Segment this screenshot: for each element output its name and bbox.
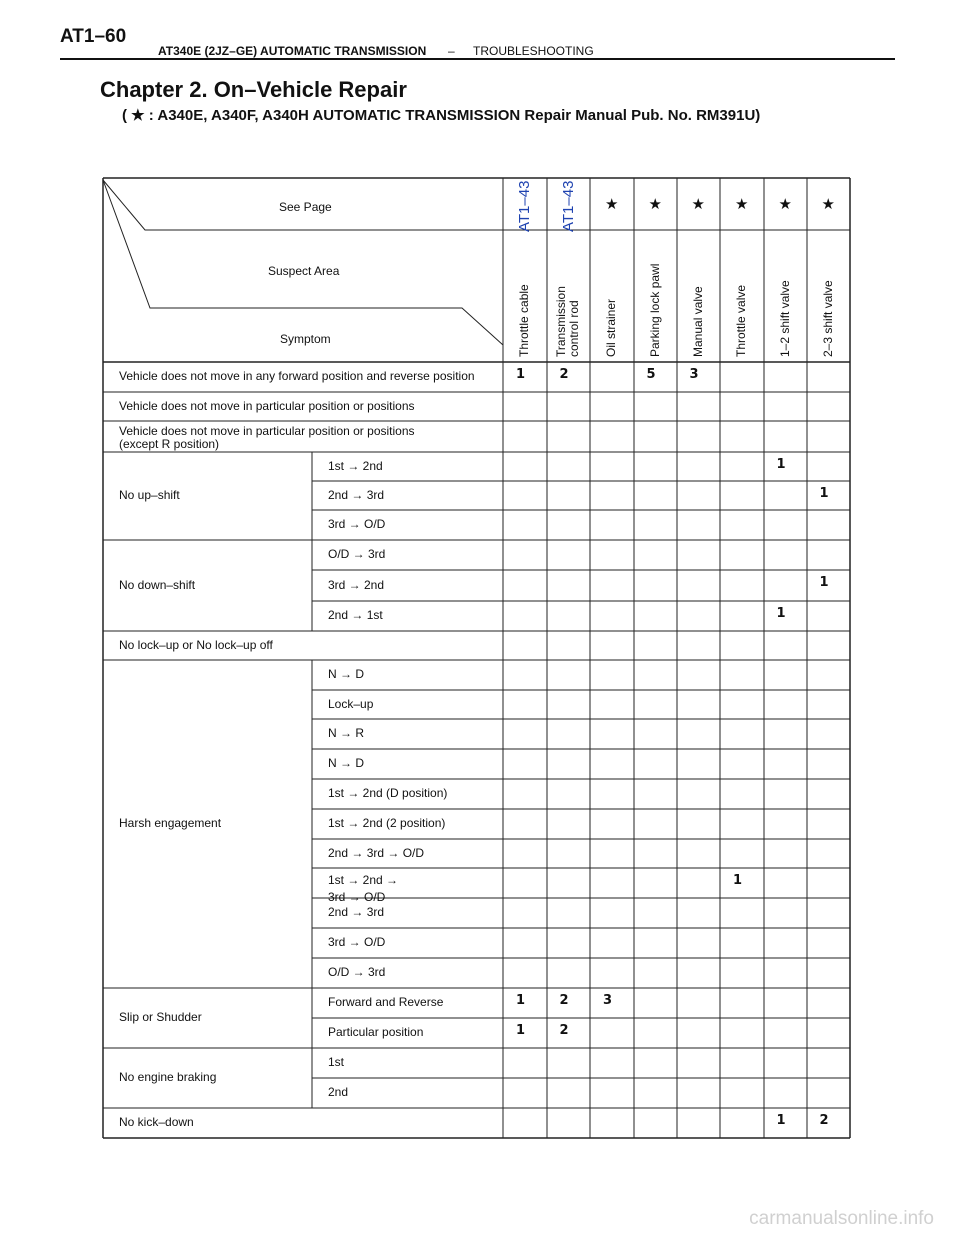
priority-mark: 1: [733, 873, 743, 888]
subsymptom-row-label: Forward and Reverse: [328, 995, 444, 1009]
column-header-text: Throttle valve: [734, 284, 748, 357]
see-page-star: ★: [821, 196, 835, 213]
column-header-3: [605, 299, 618, 357]
see-page-star: ★: [605, 196, 619, 213]
column-header-1: [518, 284, 531, 357]
symptom-row-label: Vehicle does not move in particular position or positions (except R position): [119, 424, 415, 451]
subsymptom-row-label: Particular position: [328, 1025, 424, 1039]
symptom-row-label: No engine braking: [119, 1070, 217, 1084]
column-header-text: 1–2 shift valve: [777, 280, 792, 357]
symptom-row-label: No down–shift: [119, 577, 196, 592]
subsymptom-row-label: 2nd → 3rd: [328, 905, 385, 919]
see-page-star: ★: [778, 196, 792, 213]
priority-mark: 1: [776, 457, 786, 472]
subsymptom-row-label: O/D → 3rd: [328, 547, 386, 561]
column-header-text: Throttle cable: [517, 284, 531, 357]
subsymptom-row-label: N → R: [328, 726, 364, 740]
suspect-area-label: Suspect Area: [268, 264, 340, 278]
see-page-star: ★: [691, 196, 705, 213]
priority-mark: 1: [516, 993, 526, 1008]
see-page-star: ★: [735, 196, 749, 213]
subsymptom-row-label: 3rd → O/D: [328, 517, 386, 531]
subsymptom-row-label: 2nd: [328, 1085, 349, 1099]
see-page-reference: AT1–43: [559, 180, 577, 232]
column-header-2: [555, 286, 581, 357]
priority-mark: 1: [819, 575, 829, 590]
column-header-text: Parking lock pawl: [647, 263, 662, 357]
symptom-label: Symptom: [280, 332, 331, 346]
priority-mark: 1: [776, 1113, 786, 1128]
column-header-text: 2–3 shift valve: [820, 280, 835, 357]
column-header-text: Transmission: [553, 286, 568, 357]
document-title: AT340E (2JZ–GE) AUTOMATIC TRANSMISSION: [158, 44, 427, 58]
symptom-row-label: Vehicle does not move in any forward position and reverse position: [119, 369, 475, 383]
subsymptom-row-label: N → D: [328, 667, 364, 681]
column-header-text: control rod: [566, 300, 581, 357]
priority-mark: 2: [819, 1113, 829, 1128]
subsymptom-row-label: 1st → 2nd (2 position): [328, 816, 446, 830]
subsymptom-row-label: 3rd → 2nd: [328, 577, 385, 592]
subsymptom-row-label: N → D: [328, 756, 364, 770]
priority-mark: 1: [516, 367, 526, 382]
header-separator: –: [448, 44, 455, 58]
subsymptom-row-label: 2nd → 3rd → O/D: [328, 845, 425, 860]
column-header-8: [822, 280, 835, 357]
subsymptom-row-label: 1st: [328, 1055, 345, 1069]
see-page-reference: AT1–43: [516, 180, 533, 232]
subsymptom-row-label: O/D → 3rd: [328, 965, 386, 979]
watermark: carmanualsonline.info: [749, 1208, 934, 1229]
subsymptom-row-label: 1st → 2nd (D position): [328, 786, 448, 800]
column-header-4: [649, 264, 662, 357]
priority-mark: 5: [646, 367, 656, 382]
subsymptom-row-label: Lock–up: [328, 696, 374, 711]
priority-mark: 3: [603, 993, 613, 1008]
chapter-title: Chapter 2. On–Vehicle Repair: [100, 77, 407, 102]
symptom-row-label: No lock–up or No lock–up off: [119, 637, 273, 652]
subsymptom-row-label: 1st → 2nd: [328, 458, 383, 473]
symptom-row-label: No kick–down: [119, 1115, 194, 1129]
priority-mark: 2: [559, 1023, 569, 1038]
subsymptom-row-label: 3rd → O/D: [328, 935, 386, 949]
column-header-text: Oil strainer: [604, 298, 618, 357]
priority-mark: 1: [819, 486, 829, 501]
column-header-6: [735, 285, 748, 357]
subsymptom-row-label: 2nd → 1st: [328, 608, 383, 622]
subsymptom-row-label: 1st → 2nd → 3rd → O/D: [328, 873, 399, 904]
see-page-star: ★: [648, 196, 662, 213]
priority-mark: 2: [559, 367, 569, 382]
symptom-row-label: Slip or Shudder: [119, 1010, 202, 1024]
subsymptom-row-label: 2nd → 3rd: [328, 487, 385, 502]
priority-mark: 1: [776, 606, 786, 621]
column-header-7: [779, 280, 792, 357]
page-number: AT1–60: [60, 26, 127, 47]
manual-reference: ( ★ : A340E, A340F, A340H AUTOMATIC TRANSMISSION Repair Manual Pub. No. RM391U): [122, 107, 761, 124]
symptom-row-label: Vehicle does not move in particular position or positions: [119, 398, 415, 413]
priority-mark: 3: [689, 367, 699, 382]
see-page-label: See Page: [279, 200, 332, 214]
symptom-row-label: Harsh engagement: [119, 816, 222, 830]
symptom-row-label: No up–shift: [119, 488, 180, 502]
priority-mark: 1: [516, 1023, 526, 1038]
column-header-text: Manual valve: [690, 286, 705, 357]
column-header-5: [692, 286, 705, 357]
priority-mark: 2: [559, 993, 569, 1008]
section-title: TROUBLESHOOTING: [473, 44, 594, 58]
